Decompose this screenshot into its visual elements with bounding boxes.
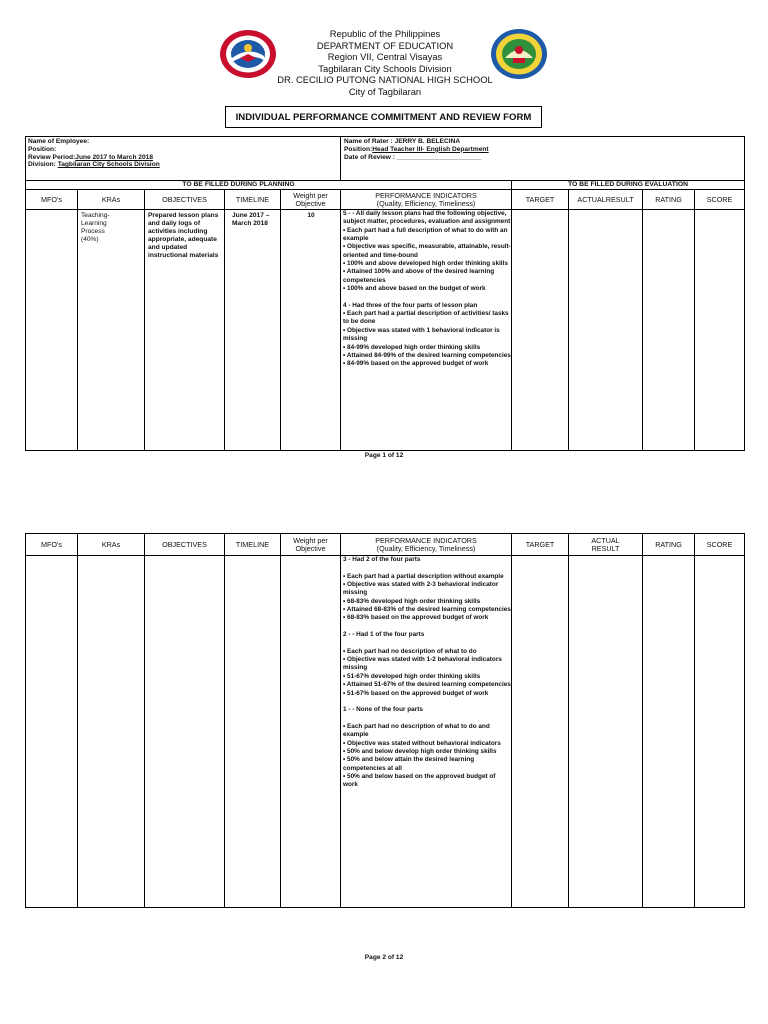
indicator-line: • Each part had a partial description of activities/ tasks to be done	[343, 310, 509, 326]
indicators-list-page2	[343, 556, 511, 790]
timeline-text: June 2017 – March 2018	[232, 212, 270, 227]
indicator-line	[343, 639, 511, 647]
indicator-line	[343, 698, 511, 706]
col-weight: Weight per Objective	[281, 190, 341, 210]
indicator-line: • Attained 100% and above of the desired learning competencies	[343, 268, 495, 284]
review-period-label: Review Period:	[28, 153, 76, 161]
weight-text: 10	[307, 212, 315, 219]
rating-cell	[643, 210, 695, 451]
pi-subtitle-p2: (Quality, Efficiency, Timeliness)	[376, 543, 476, 553]
indicator-line: • Objective was stated with 1 behavioral indicator is missing	[343, 326, 500, 343]
page-number-2: Page 2 of 12	[364, 954, 404, 961]
pi-subtitle: (Quality, Efficiency, Timeliness)	[376, 198, 476, 208]
col-objectives-p2: OBJECTIVES	[145, 534, 225, 556]
col-actual-result-p2: ACTUAL RESULT	[569, 534, 643, 556]
actual-result-cell	[569, 210, 643, 451]
indicator-line: • Objective was specific, measurable, attainable, result-oriented and time-bound	[343, 243, 511, 259]
col-rating: RATING	[643, 190, 695, 210]
indicators-list-page1	[343, 210, 511, 369]
col-mfo-p2: MFO's	[26, 534, 78, 556]
review-date-label: Date of Review :	[344, 153, 395, 161]
indicators-cell-page2	[341, 556, 512, 908]
col-objectives: OBJECTIVES	[145, 190, 225, 210]
indicator-line: 3 - Had 2 of the four parts	[343, 556, 421, 563]
header-line-city: City of Tagbilaran	[348, 85, 422, 97]
actual-result-cell-p2	[569, 556, 643, 908]
col-timeline-p2: TIMELINE	[225, 534, 281, 556]
rating-cell-p2	[643, 556, 695, 908]
rater-position-value: Head Teacher III- English Department	[372, 145, 489, 153]
indicator-line: • Each part had no description of what to do	[343, 647, 477, 655]
rater-name-label: Name of Rater :	[344, 138, 393, 145]
col-performance-indicators	[341, 190, 512, 210]
timeline-cell-p2	[225, 556, 281, 908]
indicator-line: • 100% and above developed high order thinking skills	[343, 260, 508, 268]
indicator-line	[343, 564, 511, 572]
employee-name-label: Name of Employee:	[28, 138, 90, 145]
header-line-division: Tagbilaran City Schools Division	[318, 62, 452, 74]
header-line-deped: DEPARTMENT OF EDUCATION	[316, 39, 454, 51]
letterhead	[250, 28, 520, 98]
indicator-line: 2 - - Had 1 of the four parts	[343, 631, 425, 639]
col-rating-p2: RATING	[643, 534, 695, 556]
division-label: Division:	[28, 161, 56, 169]
rater-position-label: Position:	[344, 145, 373, 153]
col-target: TARGET	[512, 190, 569, 210]
weight-cell	[281, 210, 341, 451]
col-mfo: MFO's	[26, 190, 78, 210]
planning-section-header: TO BE FILLED DURING PLANNING	[26, 181, 512, 190]
col-timeline: TIMELINE	[225, 190, 281, 210]
indicator-line	[343, 623, 511, 631]
indicator-line: • Attained 68-83% of the desired learning competencies	[343, 606, 511, 614]
indicator-line: • Objective was stated with 1-2 behavioral indicators missing	[343, 656, 502, 672]
indicator-line: • 84-99% developed high order thinking skills	[343, 343, 481, 351]
indicator-line: • 50% and below attain the desired learning competencies at all	[343, 756, 475, 772]
indicator-line: • Each part had a full description of what to do with an example	[343, 226, 508, 243]
indicator-line: • Attained 84-99% of the desired learning competencies	[343, 351, 511, 359]
pi-title-p2: PERFORMANCE INDICATORS	[375, 535, 477, 545]
indicator-line: 4 - Had three of the four parts of lesson plan	[343, 301, 478, 309]
page1-table	[25, 136, 745, 451]
objective-cell-p2	[145, 556, 225, 908]
mfo-cell	[26, 210, 78, 451]
form-title: INDIVIDUAL PERFORMANCE COMMITMENT AND REVIEW FORM	[225, 106, 542, 128]
review-date-value: _______________________	[396, 153, 482, 161]
indicator-line: • 68-83% developed high order thinking skills	[343, 597, 481, 605]
indicator-line: • 51-67% based on the approved budget of work	[343, 689, 489, 697]
page-number-1: Page 1 of 12	[364, 452, 404, 459]
objective-cell	[145, 210, 225, 451]
indicator-line	[343, 715, 511, 723]
employee-info-cell	[26, 137, 341, 181]
indicator-line: • 50% and below based on the approved budget of work	[343, 772, 496, 789]
timeline-cell	[225, 210, 281, 451]
indicator-line: • Attained 51-67% of the desired learning competencies	[343, 681, 511, 689]
header-line-republic: Republic of the Philippines	[329, 28, 441, 39]
col-target-p2: TARGET	[512, 534, 569, 556]
objective-text: Prepared lesson plans and daily logs of activities including appropriate, adequate and updated instructional materials	[148, 212, 219, 259]
indicator-line: 1 - - None of the four parts	[343, 706, 423, 714]
evaluation-section-header: TO BE FILLED DURING EVALUATION	[512, 181, 745, 190]
col-score-p2: SCORE	[695, 534, 745, 556]
rater-name-value: JERRY B. BELECINA	[394, 138, 461, 145]
mfo-cell-p2	[26, 556, 78, 908]
employee-position-label: Position:	[28, 145, 57, 153]
indicator-line: • Each part had no description of what to do and example	[343, 722, 490, 739]
col-kras-p2: KRAs	[78, 534, 145, 556]
indicator-line: • Objective was stated without behavioral indicators	[343, 739, 501, 747]
indicator-line	[343, 293, 511, 301]
indicator-line: • 50% and below develop high order thinking skills	[343, 747, 497, 755]
target-cell	[512, 210, 569, 451]
pi-title: PERFORMANCE INDICATORS	[375, 190, 477, 200]
page2-table	[25, 533, 745, 908]
col-kras: KRAs	[78, 190, 145, 210]
kra-text: Teaching-Learning Process (40%)	[81, 212, 110, 243]
indicator-line: • 84-99% based on the approved budget of work	[343, 360, 489, 368]
kra-cell-p2	[78, 556, 145, 908]
col-weight-p2: Weight per Objective	[281, 534, 341, 556]
score-cell-p2	[695, 556, 745, 908]
indicator-line: • Objective was stated with 2-3 behavioral indicator missing	[343, 581, 499, 597]
indicator-line: • 68-83% based on the approved budget of work	[343, 614, 489, 622]
target-cell-p2	[512, 556, 569, 908]
header-line-region: Region VII, Central Visayas	[327, 51, 443, 63]
review-period-value: June 2017 to March 2018	[75, 153, 153, 161]
indicator-line: • 100% and above based on the budget of work	[343, 285, 486, 293]
col-actual-result: ACTUALRESULT	[569, 190, 643, 210]
rater-info-cell	[341, 137, 745, 181]
division-value: Tagbilaran City Schools Division	[57, 161, 160, 169]
col-score: SCORE	[695, 190, 745, 210]
header-line-school: DR. CECILIO PUTONG NATIONAL HIGH SCHOOL	[277, 74, 493, 86]
weight-cell-p2	[281, 556, 341, 908]
indicator-line: 5 - - All daily lesson plans had the following objective, subject matter, procedures, evaluation and assignment	[343, 210, 511, 226]
indicator-line: • 51-67% developed high order thinking skills	[343, 672, 481, 680]
col-performance-indicators-p2	[341, 534, 512, 556]
indicators-cell-page1	[341, 210, 512, 451]
indicator-line: • Each part had a partial description without example	[343, 572, 504, 580]
score-cell	[695, 210, 745, 451]
kra-cell	[78, 210, 145, 451]
